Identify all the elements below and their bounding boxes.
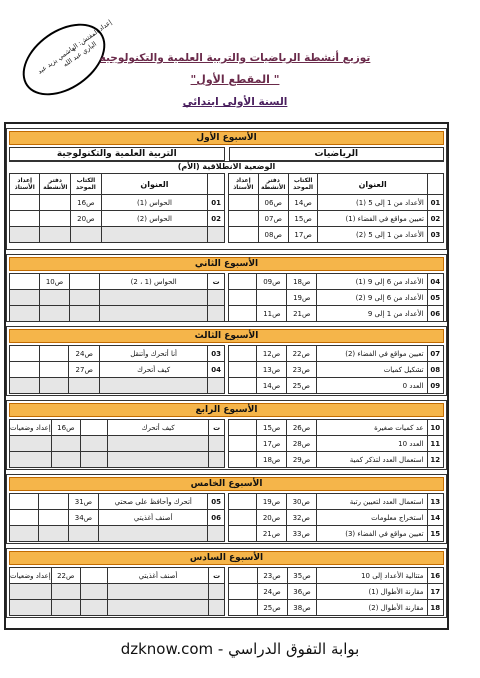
lesson-number: 03 — [427, 227, 443, 243]
table-row — [229, 306, 444, 322]
table-row — [229, 195, 444, 211]
book-page: ص38 — [287, 600, 317, 616]
table-row — [229, 290, 444, 306]
table-row — [229, 420, 444, 436]
book-page: ص27 — [69, 362, 99, 378]
book-page — [71, 227, 101, 243]
notebook-page: ص14 — [257, 378, 287, 394]
week-block — [6, 128, 447, 250]
table-row — [10, 452, 225, 468]
book-page — [69, 378, 99, 394]
prep-cell — [10, 211, 40, 227]
lesson-title: الأعداد من 6 إلى 9 (1) — [317, 274, 427, 290]
notebook-page: ص13 — [257, 362, 287, 378]
book-page: ص22 — [286, 346, 316, 362]
table-row — [229, 600, 444, 616]
book-page — [81, 420, 108, 436]
lesson-title: تعيين مواقع في الفضاء (2) — [316, 346, 427, 362]
notebook-page — [40, 195, 71, 211]
book-page: ص29 — [287, 452, 317, 468]
book-page — [70, 306, 100, 322]
table-row — [10, 211, 225, 227]
lesson-number: 14 — [427, 510, 443, 526]
notebook-page — [51, 600, 80, 616]
notebook-page — [39, 526, 68, 542]
notebook-page: ص15 — [257, 420, 287, 436]
prep-cell — [10, 346, 40, 362]
math-table — [228, 567, 444, 616]
prep-cell — [10, 526, 39, 542]
subject-science: التربية العلمية والتكنولوجية — [9, 147, 225, 161]
notebook-page — [51, 452, 80, 468]
lesson-title: مقارنة الأطوال (2) — [317, 600, 427, 616]
table-row — [229, 526, 444, 542]
lesson-number: 04 — [208, 362, 225, 378]
lesson-number: 06 — [427, 306, 443, 322]
col-notebook: دفتر الأنشطة — [258, 174, 288, 195]
book-page: ص35 — [287, 568, 317, 584]
prep-cell — [229, 452, 257, 468]
table-row — [10, 378, 225, 394]
col-title: العنوان — [318, 174, 428, 195]
week-label: الأسبوع الخامس — [9, 477, 444, 491]
col-prep: إعداد الأستاذ — [10, 174, 40, 195]
notebook-page: ص25 — [257, 600, 287, 616]
notebook-page: ص07 — [258, 211, 288, 227]
prep-cell — [10, 274, 40, 290]
page-title: توزيع أنشطة الرياضيات والتربية العلمية والتكنولوجية — [99, 52, 371, 64]
lesson-title: مقارنة الأطوال (1) — [317, 584, 427, 600]
prep-cell — [229, 227, 259, 243]
math-table — [228, 493, 444, 542]
notebook-page — [40, 211, 71, 227]
table-row — [229, 274, 444, 290]
table-row — [229, 568, 444, 584]
table-row — [10, 568, 225, 584]
notebook-page: ص11 — [257, 306, 287, 322]
week-block — [6, 326, 447, 396]
notebook-page: ص19 — [257, 494, 287, 510]
table-row — [10, 420, 225, 436]
book-page: ص31 — [68, 494, 98, 510]
prep-cell — [229, 494, 257, 510]
book-page: ص36 — [287, 584, 317, 600]
week-label: الأسبوع السادس — [9, 551, 444, 565]
table-row — [229, 227, 444, 243]
table-row — [229, 346, 444, 362]
lesson-number: ت — [209, 420, 225, 436]
col-title: العنوان — [101, 174, 208, 195]
prep-cell — [229, 600, 258, 616]
table-row — [10, 494, 225, 510]
notebook-page — [257, 290, 287, 306]
lesson-number: 05 — [427, 290, 443, 306]
lesson-number: 01 — [427, 195, 443, 211]
lesson-number: 12 — [427, 452, 443, 468]
lesson-title: الأعداد من 1 إلى 5 (2) — [318, 227, 428, 243]
lesson-title: كيف أتحرك — [99, 362, 207, 378]
prep-cell — [10, 452, 52, 468]
notebook-page: ص06 — [258, 195, 288, 211]
lesson-number: 11 — [427, 436, 443, 452]
lesson-number: 16 — [427, 568, 443, 584]
lesson-title: أصنف أغذيتي — [107, 568, 208, 584]
prep-cell — [10, 600, 52, 616]
table-row — [229, 174, 444, 195]
lesson-number — [209, 600, 225, 616]
lesson-title — [107, 584, 208, 600]
week-block — [6, 400, 447, 470]
grade-title: السنة الأولى ابتدائي — [182, 96, 288, 108]
lesson-title: الأعداد من 1 إلى 9 — [317, 306, 427, 322]
table-row — [10, 290, 225, 306]
lesson-title: العدد 0 — [316, 378, 427, 394]
prep-cell — [10, 510, 39, 526]
lesson-number — [208, 290, 225, 306]
book-page — [68, 526, 98, 542]
science-table — [9, 567, 225, 616]
lesson-number — [209, 584, 225, 600]
table-row — [229, 452, 444, 468]
col-book: الكتاب الموحد — [288, 174, 318, 195]
lesson-title: كيف أتحرك — [108, 420, 209, 436]
col-prep: إعداد الأستاذ — [229, 174, 259, 195]
lesson-number: 04 — [427, 274, 443, 290]
week-block — [6, 548, 447, 618]
book-page: ص21 — [287, 306, 317, 322]
subject-math: الرياضيات — [229, 147, 445, 161]
book-page: ص16 — [71, 195, 101, 211]
notebook-page — [39, 494, 68, 510]
prep-cell — [229, 211, 259, 227]
lesson-number — [208, 227, 225, 243]
book-page: ص33 — [286, 526, 316, 542]
lesson-title: متتالية الأعداد إلى 10 — [317, 568, 427, 584]
lesson-number: ت — [208, 274, 225, 290]
notebook-page — [51, 436, 80, 452]
notebook-page: ص16 — [51, 420, 80, 436]
prep-cell — [229, 195, 259, 211]
science-table — [9, 419, 225, 468]
lesson-title — [99, 526, 208, 542]
notebook-page — [39, 290, 69, 306]
prep-cell — [10, 584, 52, 600]
notebook-page: ص20 — [257, 510, 287, 526]
prep-cell — [229, 584, 258, 600]
prep-cell — [229, 568, 258, 584]
prep-cell — [229, 510, 257, 526]
notebook-page — [51, 584, 80, 600]
week-label: الأسبوع الثاني — [9, 257, 444, 271]
lesson-number: 02 — [208, 211, 225, 227]
lesson-number: 09 — [427, 378, 443, 394]
cell-num — [427, 174, 443, 195]
notebook-page: ص21 — [257, 526, 287, 542]
lesson-title: استعمال العدد لتعيين رتبة — [316, 494, 427, 510]
book-page — [70, 274, 100, 290]
lesson-title — [100, 306, 208, 322]
notebook-page — [39, 510, 68, 526]
table-row — [10, 526, 225, 542]
lesson-title: الأعداد من 6 إلى 9 (2) — [317, 290, 427, 306]
table-row — [229, 494, 444, 510]
lesson-title: عد كميات صغيرة — [316, 420, 427, 436]
lesson-number: 05 — [208, 494, 225, 510]
table-row — [10, 436, 225, 452]
book-page — [80, 584, 107, 600]
prep-cell — [229, 274, 257, 290]
table-row — [10, 274, 225, 290]
lesson-title — [107, 600, 208, 616]
teacher-signature: إعداد المفتش: الهاشمي يزيد عبد الباري عبد الله — [36, 18, 114, 76]
lesson-title: الحواس (1 ، 2) — [100, 274, 208, 290]
lesson-number: 06 — [208, 510, 225, 526]
lesson-number — [208, 526, 225, 542]
notebook-page: ص10 — [39, 274, 69, 290]
prep-cell — [10, 436, 52, 452]
notebook-page — [40, 227, 71, 243]
notebook-page: ص08 — [258, 227, 288, 243]
prep-cell — [229, 526, 257, 542]
table-row — [229, 436, 444, 452]
book-page — [70, 290, 100, 306]
lesson-title: العدد 10 — [316, 436, 427, 452]
lesson-number: 02 — [427, 211, 443, 227]
table-row — [10, 600, 225, 616]
notebook-page: ص12 — [257, 346, 287, 362]
lesson-number: 01 — [208, 195, 225, 211]
book-page: ص30 — [286, 494, 316, 510]
prep-cell — [10, 494, 39, 510]
lesson-number: 08 — [427, 362, 443, 378]
book-page: ص20 — [71, 211, 101, 227]
lesson-title: استخراج معلومات — [316, 510, 427, 526]
prep-cell — [10, 195, 40, 211]
table-row — [229, 584, 444, 600]
math-table — [228, 173, 444, 243]
lesson-title: أنا أتحرك وأتنقل — [99, 346, 207, 362]
book-page: ص17 — [288, 227, 318, 243]
lesson-title: الأعداد من 1 إلى 5 (1) — [318, 195, 428, 211]
prep-cell — [229, 290, 257, 306]
science-table — [9, 173, 225, 243]
week-block — [6, 254, 447, 322]
week-label: الأسبوع الرابع — [9, 403, 444, 417]
lesson-number: 03 — [208, 346, 225, 362]
prep-cell — [10, 378, 40, 394]
table-row — [229, 378, 444, 394]
book-page — [80, 600, 107, 616]
week-label: الأسبوع الثالث — [9, 329, 444, 343]
prep-cell — [10, 227, 40, 243]
lesson-title: تعيين مواقع في الفضاء (1) — [318, 211, 428, 227]
notebook-page: ص18 — [257, 452, 287, 468]
lesson-title: أتحرك وأحافظ على صحتي — [99, 494, 208, 510]
book-page — [80, 568, 107, 584]
table-row — [10, 174, 225, 195]
week-label: الأسبوع الأول — [9, 131, 444, 145]
table-row — [10, 306, 225, 322]
notebook-page — [39, 306, 69, 322]
table-row — [10, 584, 225, 600]
lesson-number: 07 — [427, 346, 443, 362]
table-row — [10, 362, 225, 378]
lesson-number: ت — [209, 568, 225, 584]
book-page: ص34 — [68, 510, 98, 526]
book-page: ص15 — [288, 211, 318, 227]
lesson-title: الحواس (1) — [101, 195, 208, 211]
lesson-title — [100, 290, 208, 306]
table-row — [10, 195, 225, 211]
book-page: ص23 — [286, 362, 316, 378]
notebook-page: ص17 — [257, 436, 287, 452]
prep-cell — [10, 290, 40, 306]
lesson-number — [208, 378, 225, 394]
table-row — [10, 510, 225, 526]
table-row — [10, 346, 225, 362]
table-row — [10, 227, 225, 243]
notebook-page: ص23 — [257, 568, 287, 584]
lesson-title — [108, 452, 209, 468]
notebook-page — [39, 346, 69, 362]
book-page: ص25 — [286, 378, 316, 394]
situation-label: الوضعية الانطلاقية (الأم) — [9, 161, 444, 172]
book-page: ص24 — [69, 346, 99, 362]
lesson-number: 15 — [427, 526, 443, 542]
lesson-title — [108, 436, 209, 452]
segment-title: " المقطع الأول" — [190, 73, 280, 86]
table-row — [229, 211, 444, 227]
prep-cell — [229, 306, 257, 322]
notebook-page — [39, 378, 69, 394]
lesson-title: تشكيل كميات — [316, 362, 427, 378]
book-page: ص28 — [287, 436, 317, 452]
prep-cell — [229, 346, 257, 362]
lesson-title — [101, 227, 208, 243]
notebook-page: ص24 — [257, 584, 287, 600]
prep-cell — [10, 306, 40, 322]
prep-cell: إعداد وضعيات — [10, 568, 52, 584]
lesson-number — [209, 436, 225, 452]
prep-cell: إعداد وضعيات — [10, 420, 52, 436]
book-page: ص18 — [287, 274, 317, 290]
prep-cell — [229, 378, 257, 394]
col-book: الكتاب الموحد — [71, 174, 101, 195]
lesson-title: أصنف أغذيتي — [99, 510, 208, 526]
prep-cell — [10, 362, 40, 378]
cell-num — [208, 174, 225, 195]
prep-cell — [229, 362, 257, 378]
prep-cell — [229, 420, 257, 436]
lesson-number: 18 — [427, 600, 443, 616]
prep-cell — [229, 436, 257, 452]
book-page — [81, 452, 108, 468]
book-page: ص19 — [287, 290, 317, 306]
book-page: ص32 — [286, 510, 316, 526]
lesson-number: 13 — [427, 494, 443, 510]
table-row — [229, 510, 444, 526]
subjects-row — [7, 147, 446, 161]
book-page — [81, 436, 108, 452]
lesson-title: استعمال العدد لتذكر كمية — [316, 452, 427, 468]
notebook-page: ص22 — [51, 568, 80, 584]
math-table — [228, 419, 444, 468]
footer-site: dzknow.com - بوابة التفوق الدراسي — [120, 640, 360, 658]
lesson-title: الحواس (2) — [101, 211, 208, 227]
table-row — [229, 362, 444, 378]
notebook-page: ص09 — [257, 274, 287, 290]
col-notebook: دفتر الأنشطة — [40, 174, 71, 195]
science-table — [9, 273, 225, 322]
lesson-title: تعيين مواقع في الفضاء (3) — [316, 526, 427, 542]
lesson-number — [208, 306, 225, 322]
book-page: ص14 — [288, 195, 318, 211]
science-table — [9, 493, 225, 542]
notebook-page — [39, 362, 69, 378]
science-table — [9, 345, 225, 394]
lesson-number: 10 — [427, 420, 443, 436]
math-table — [228, 345, 444, 394]
book-page: ص26 — [287, 420, 317, 436]
week-block — [6, 474, 447, 544]
lesson-number — [209, 452, 225, 468]
lesson-title — [99, 378, 207, 394]
lesson-number: 17 — [427, 584, 443, 600]
math-table — [228, 273, 444, 322]
